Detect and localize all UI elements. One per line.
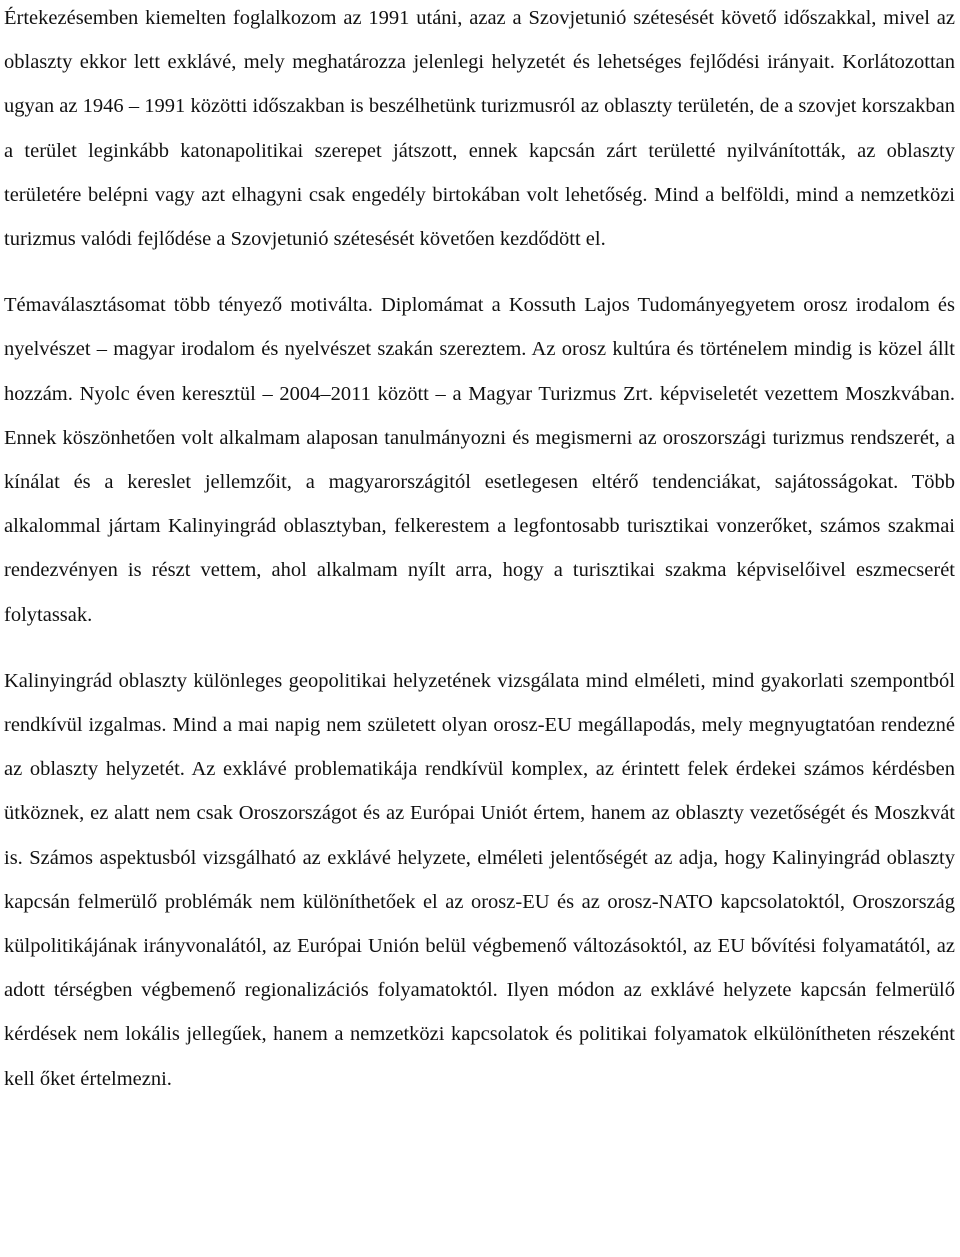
- paragraph-1: Értekezésemben kiemelten foglalkozom az 1991 utáni, azaz a Szovjetunió szétesését követő időszakkal, mivel az oblaszty ekkor lett exklávé, mely meghatározza jelenlegi helyzetét és lehetséges fejlődési irányait. Korlátozottan ugyan az 1946 – 1991 közötti időszakban is beszélhetünk turizmusról az oblaszty területén, de a szovjet korszakban a terület leginkább katonapolitikai szerepet játszott, ennek kapcsán zárt területté nyilvánították, az oblaszty területére belépni vagy azt elhagyni csak engedély birtokában volt lehetőség. Mind a belföldi, mind a nemzetközi turizmus valódi fejlődése a Szovjetunió szétesését követően kezdődött el.: [4, 7, 955, 251]
- document-page: [4, 0, 955, 1101]
- paragraph-3: Kalinyingrád oblaszty különleges geopolitikai helyzetének vizsgálata mind elméleti, mind gyakorlati szempontból rendkívül izgalmas. Mind a mai napig nem született olyan orosz-EU megállapodás, mely megnyugtatóan rendezné az oblaszty helyzetét. Az exklávé problematikája rendkívül komplex, az érintett felek érdekei számos kérdésben ütköznek, ez alatt nem csak Oroszországot és az Európai Uniót értem, hanem az oblaszty vezetőségét és Moszkvát is. Számos aspektusból vizsgálható az exklávé helyzete, elméleti jelentőségét az adja, hogy Kalinyingrád oblaszty kapcsán felmerülő problémák nem különíthetőek el az orosz-EU és az orosz-NATO kapcsolatoktól, Oroszország külpolitikájának irányvonalától, az Európai Unión belül végbemenő változásoktól, az EU bővítési folyamatától, az adott térségben végbemenő regionalizációs folyamatoktól. Ilyen módon az exklávé helyzete kapcsán felmerülő kérdések nem lokális jellegűek, hanem a nemzetközi kapcsolatok és politikai folyamatok elkülönítheten részeként kell őket értelmezni.: [4, 669, 955, 1090]
- paragraph-2: Témaválasztásomat több tényező motiválta. Diplomámat a Kossuth Lajos Tudományegyetem orosz irodalom és nyelvészet – magyar irodalom és nyelvészet szakán szereztem. Az orosz kultúra és történelem mindig is közel állt hozzám. Nyolc éven keresztül – 2004–2011 között – a Magyar Turizmus Zrt. képviseletét vezettem Moszkvában. Ennek köszönhetően volt alkalmam alaposan tanulmányozni és megismerni az oroszországi turizmus rendszerét, a kínálat és a kereslet jellemzőit, a magyarországitól esetlegesen eltérő tendenciákat, sajátosságokat. Több alkalommal jártam Kalinyingrád oblasztyban, felkerestem a legfontosabb turisztikai vonzerőket, számos szakmai rendezvényen is részt vettem, ahol alkalmam nyílt arra, hogy a turisztikai szakma képviselőivel eszmecserét folytassak.: [4, 294, 955, 626]
